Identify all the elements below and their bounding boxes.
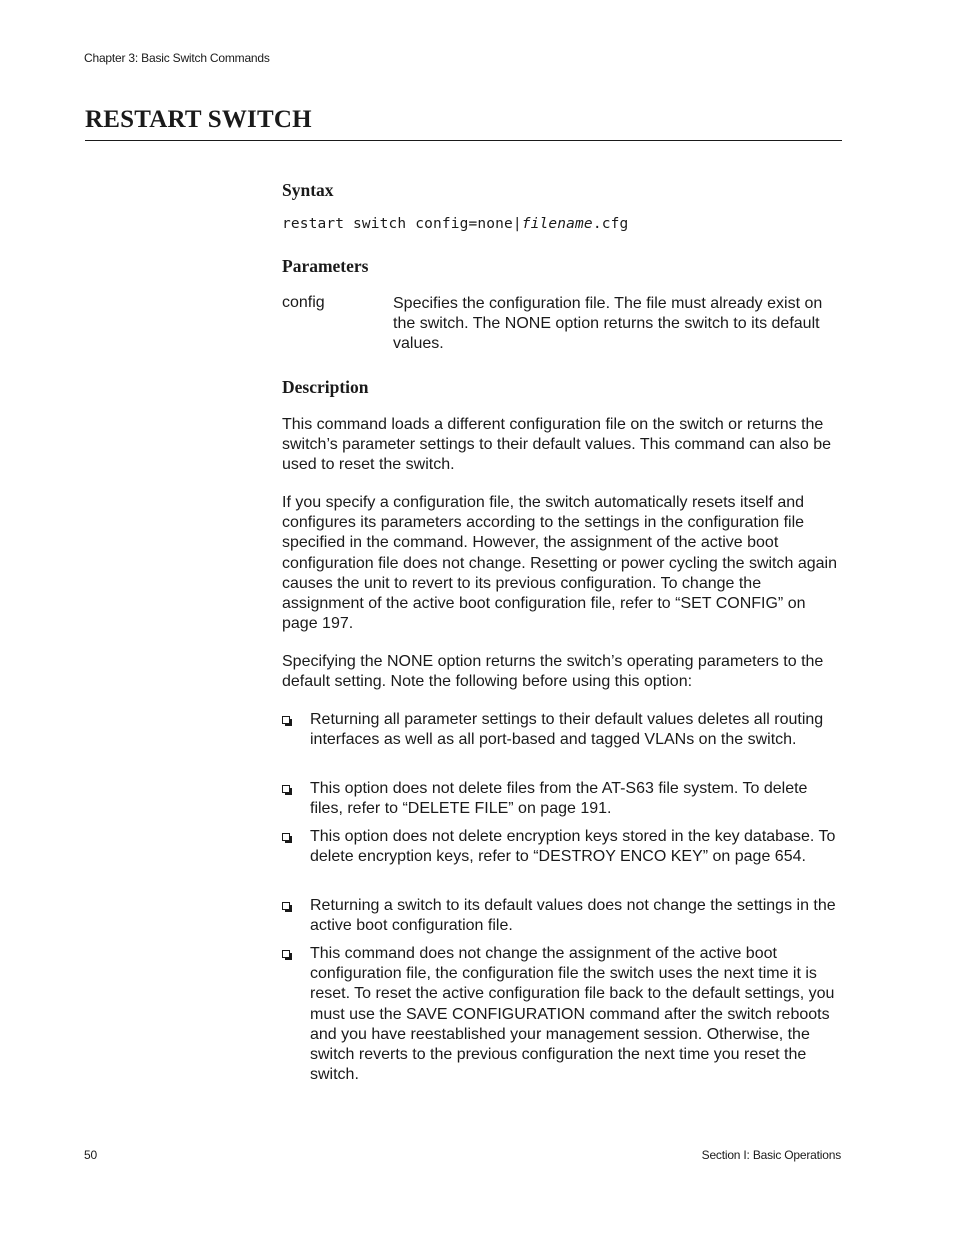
list-item-text: This command does not change the assignment of the active boot configuration file, the configuration file the switch uses the next time it is reset. To reset the active configuration file back to the default settings, you must use the SAVE CONFIGURATION command after the switch reboots and you have reestablished your management session. Otherwise, the switch reverts to the previous configuration the next time you reset the switch. [310,945,835,1084]
parameter-name: config [282,294,325,311]
command-suffix: .cfg [592,216,629,232]
title-rule [85,140,842,141]
checkbox-bullet-icon [282,785,290,793]
checkbox-bullet-icon [282,902,290,910]
description-paragraph: If you specify a configuration file, the switch automatically resets itself and configures its parameters according to the settings in the configuration file specified in the command. However, the assignment of the active boot configuration file does not change. Resetting or power cycling the switch again causes the unit to revert to its previous configuration. To change the assignment of the active boot configuration file, refer to “SET CONFIG” on page 197. [282,494,837,633]
description-heading: Description [282,377,369,397]
list-item-text: Returning a switch to its default values does not change the settings in the active boot configuration file. [310,897,836,935]
checkbox-bullet-icon [282,950,290,958]
description-paragraph: This command loads a different configuration file on the switch or returns the switch’s parameter settings to their default values. This command can also be used to reset the switch. [282,416,832,474]
footer-section: Section I: Basic Operations [701,1148,841,1162]
running-head: Chapter 3: Basic Switch Commands [84,51,270,65]
syntax-command [282,216,628,232]
checkbox-bullet-icon [282,833,290,841]
command-variable: filename [521,216,593,232]
description-paragraph: Specifying the NONE option returns the switch’s operating parameters to the default setting. Note the following before using this option: [282,653,824,691]
parameters-heading: Parameters [282,256,369,276]
command-prefix: restart switch config=none| [282,216,522,232]
list-item-text: Returning all parameter settings to their default values deletes all routing interfaces as well as all port-based and tagged VLANs on the switch. [310,711,824,749]
page-number: 50 [84,1148,97,1162]
checkbox-bullet-icon [282,716,290,724]
syntax-heading: Syntax [282,180,334,200]
list-item-text: This option does not delete encryption keys stored in the key database. To delete encryption keys, refer to “DESTROY ENCO KEY” on page 654. [310,828,836,866]
parameter-description: Specifies the configuration file. The file must already exist on the switch. The NONE option returns the switch to its default values. [393,295,823,353]
list-item-text: This option does not delete files from the AT-S63 file system. To delete files, refer to “DELETE FILE” on page 191. [310,780,808,818]
page-title: RESTART SWITCH [85,106,312,133]
